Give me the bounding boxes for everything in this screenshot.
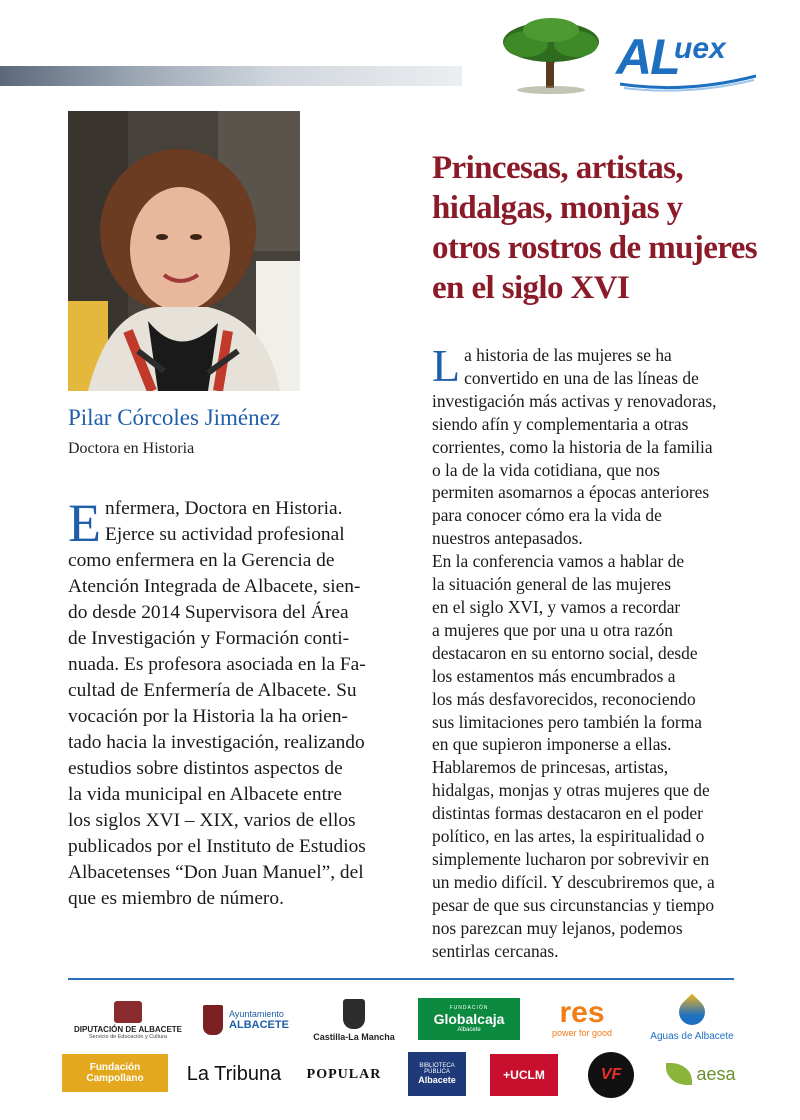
aluex-logo [616, 26, 766, 96]
article-body [432, 340, 772, 962]
article-line: en el siglo XVI, y vamos a recordar [432, 596, 681, 617]
sponsor-aesa-name: aesa [696, 1063, 736, 1084]
bio-line: nfermera, Doctora en Historia. [105, 498, 343, 519]
bio-line: tado hacia la investigación, realizando [68, 732, 365, 753]
sponsor-campollano-name: Fundación Campollano [86, 1062, 144, 1084]
sponsor-aguas-name: Aguas de Albacete [650, 1030, 734, 1042]
article-line: siendo afín y complementaria a otras [432, 413, 689, 434]
bio-line: Atención Integrada de Albacete, sien- [68, 576, 361, 597]
author-photo [68, 111, 300, 391]
article-line: nos parezcan muy lejanos, podemos [432, 917, 683, 938]
article-line: hidalgas, monjas y otras mujeres que de [432, 780, 710, 801]
sponsor-globalcaja-logo [418, 998, 520, 1040]
article-line: sentirlas cercanas. [432, 940, 559, 961]
sponsor-campollano-logo [62, 1054, 168, 1092]
bio-line: la vida municipal en Albacete entre [68, 784, 343, 805]
clm-emblem-icon [343, 999, 365, 1029]
sponsor-tribuna-logo [182, 1058, 286, 1090]
article-line: en que supieron imponerse a ellas. [432, 734, 672, 755]
sponsor-ayuntamiento-logo [196, 994, 296, 1046]
author-name: Pilar Córcoles Jiménez [68, 405, 281, 430]
sponsor-diputacion-name: DIPUTACIÓN DE ALBACETE [74, 1024, 182, 1034]
article-line: investigación más activas y renovadoras, [432, 390, 717, 411]
bio-line: do desde 2014 Supervisora del Área [68, 602, 349, 623]
title-line: en el siglo XVI [432, 270, 630, 306]
sponsor-res-logo [546, 994, 618, 1042]
tree-logo-icon [496, 14, 606, 96]
aesa-leaf-icon [666, 1063, 692, 1085]
footer-divider [68, 978, 734, 980]
sponsor-clm-logo [308, 992, 400, 1048]
sponsor-tribuna-name: La Tribuna [186, 1062, 282, 1085]
article-line: para conocer cómo era la vida de [432, 505, 662, 526]
article-line: los más desfavorecidos, reconociendo [432, 688, 696, 709]
article-line: político, en las artes, la espiritualidad o [432, 826, 705, 847]
sponsor-popular-name: POPULAR [306, 1067, 382, 1082]
bio-line: Ejerce su actividad profesional [105, 524, 345, 545]
sponsor-vf-logo [588, 1052, 634, 1098]
sponsor-globalcaja-top: FUNDACIÓN [449, 1005, 489, 1011]
bio-line: estudios sobre distintos aspectos de [68, 758, 343, 779]
sponsor-uclm-logo [490, 1054, 558, 1096]
sponsor-aguas-logo [640, 992, 744, 1048]
article-line: a historia de las mujeres se ha [464, 345, 672, 365]
sponsor-biblioteca-line2: Albacete [418, 1075, 456, 1085]
article-line: permiten asomarnos a épocas anteriores [432, 482, 710, 503]
article-dropcap: L [432, 340, 461, 391]
bio-line: de Investigación y Formación conti- [68, 628, 350, 649]
sponsor-res-tagline: power for good [551, 1028, 613, 1038]
article-line: convertido en una de las líneas de [464, 367, 699, 388]
bio-line: publicados por el Instituto de Estudios [68, 836, 366, 857]
title-line: otros rostros de mujeres [432, 230, 758, 266]
article-line: destacaron en su entorno social, desde [432, 642, 698, 663]
sponsor-biblioteca-line1: BIBLIOTECA PÚBLICA [419, 1063, 455, 1075]
bio-dropcap: E [68, 493, 101, 553]
aluex-logo-uex: uex [674, 32, 726, 65]
bio-line: que es miembro de número. [68, 888, 284, 909]
article-line: distintas formas destacaron en el poder [432, 803, 703, 824]
article-title [432, 148, 772, 308]
sponsor-clm-name: Castilla-La Mancha [313, 1031, 395, 1042]
diputacion-crest-icon [114, 1001, 142, 1023]
sponsor-biblioteca-logo [408, 1052, 466, 1096]
bio-line: los siglos XVI – XIX, varios de ellos [68, 810, 356, 831]
article-line: un medio difícil. Y descubriremos que, a [432, 871, 715, 892]
sponsor-globalcaja-sub: Albacete [457, 1027, 481, 1033]
sponsor-uclm-name: +UCLM [503, 1068, 545, 1082]
bio-line: nuada. Es profesora asociada en la Fa- [68, 654, 366, 675]
sponsor-ayuntamiento-line1: Ayuntamiento [229, 1009, 284, 1019]
author-role: Doctora en Historia [68, 440, 195, 457]
article-line: pesar de que sus circunstancias y tiempo [432, 894, 715, 915]
title-line: hidalgas, monjas y [432, 190, 683, 226]
sponsor-diputacion-sub: Servicio de Educación y Cultura [89, 1033, 167, 1040]
sponsor-diputacion-logo [66, 994, 190, 1046]
aguas-drop-icon [674, 993, 711, 1030]
sponsor-vf-name: VF [600, 1066, 622, 1083]
sponsor-res-name: res [559, 996, 605, 1029]
sponsor-globalcaja-name: Globalcaja [433, 1011, 505, 1027]
sponsor-ayuntamiento-line2: ALBACETE [229, 1019, 289, 1031]
article-line: sus limitaciones pero también la forma [432, 711, 702, 732]
ayuntamiento-crest-icon [203, 1005, 223, 1035]
article-line: corrientes, como la historia de la familia [432, 436, 713, 457]
article-line: simplemente lucharon por sobrevivir en [432, 848, 710, 869]
header-stripe [0, 66, 462, 86]
article-line: nuestros antepasados. [432, 528, 583, 549]
aluex-swoosh-icon [616, 70, 766, 92]
article-line: Hablaremos de princesas, artistas, [432, 757, 669, 778]
bio-line: Albacetenses “Don Juan Manuel”, del [68, 862, 364, 883]
title-line: Princesas, artistas, [432, 150, 684, 186]
sponsor-aesa-logo [656, 1052, 746, 1096]
portrait-photo-icon [68, 111, 300, 391]
bio-line: como enfermera en la Gerencia de [68, 550, 335, 571]
article-line: o la de la vida cotidiana, que nos [432, 459, 660, 480]
aluex-logo-al: AL [616, 29, 679, 85]
bio-line: vocación por la Historia la ha orien- [68, 706, 348, 727]
article-line: la situación general de las mujeres [432, 574, 672, 595]
bio-line: cultad de Enfermería de Albacete. Su [68, 680, 357, 701]
sponsor-popular-logo [306, 1060, 382, 1090]
author-bio [68, 493, 398, 912]
article-line: los estamentos más encumbrados a [432, 665, 676, 686]
article-line: En la conferencia vamos a hablar de [432, 551, 685, 572]
article-line: a mujeres que por una u otra razón [432, 619, 673, 640]
